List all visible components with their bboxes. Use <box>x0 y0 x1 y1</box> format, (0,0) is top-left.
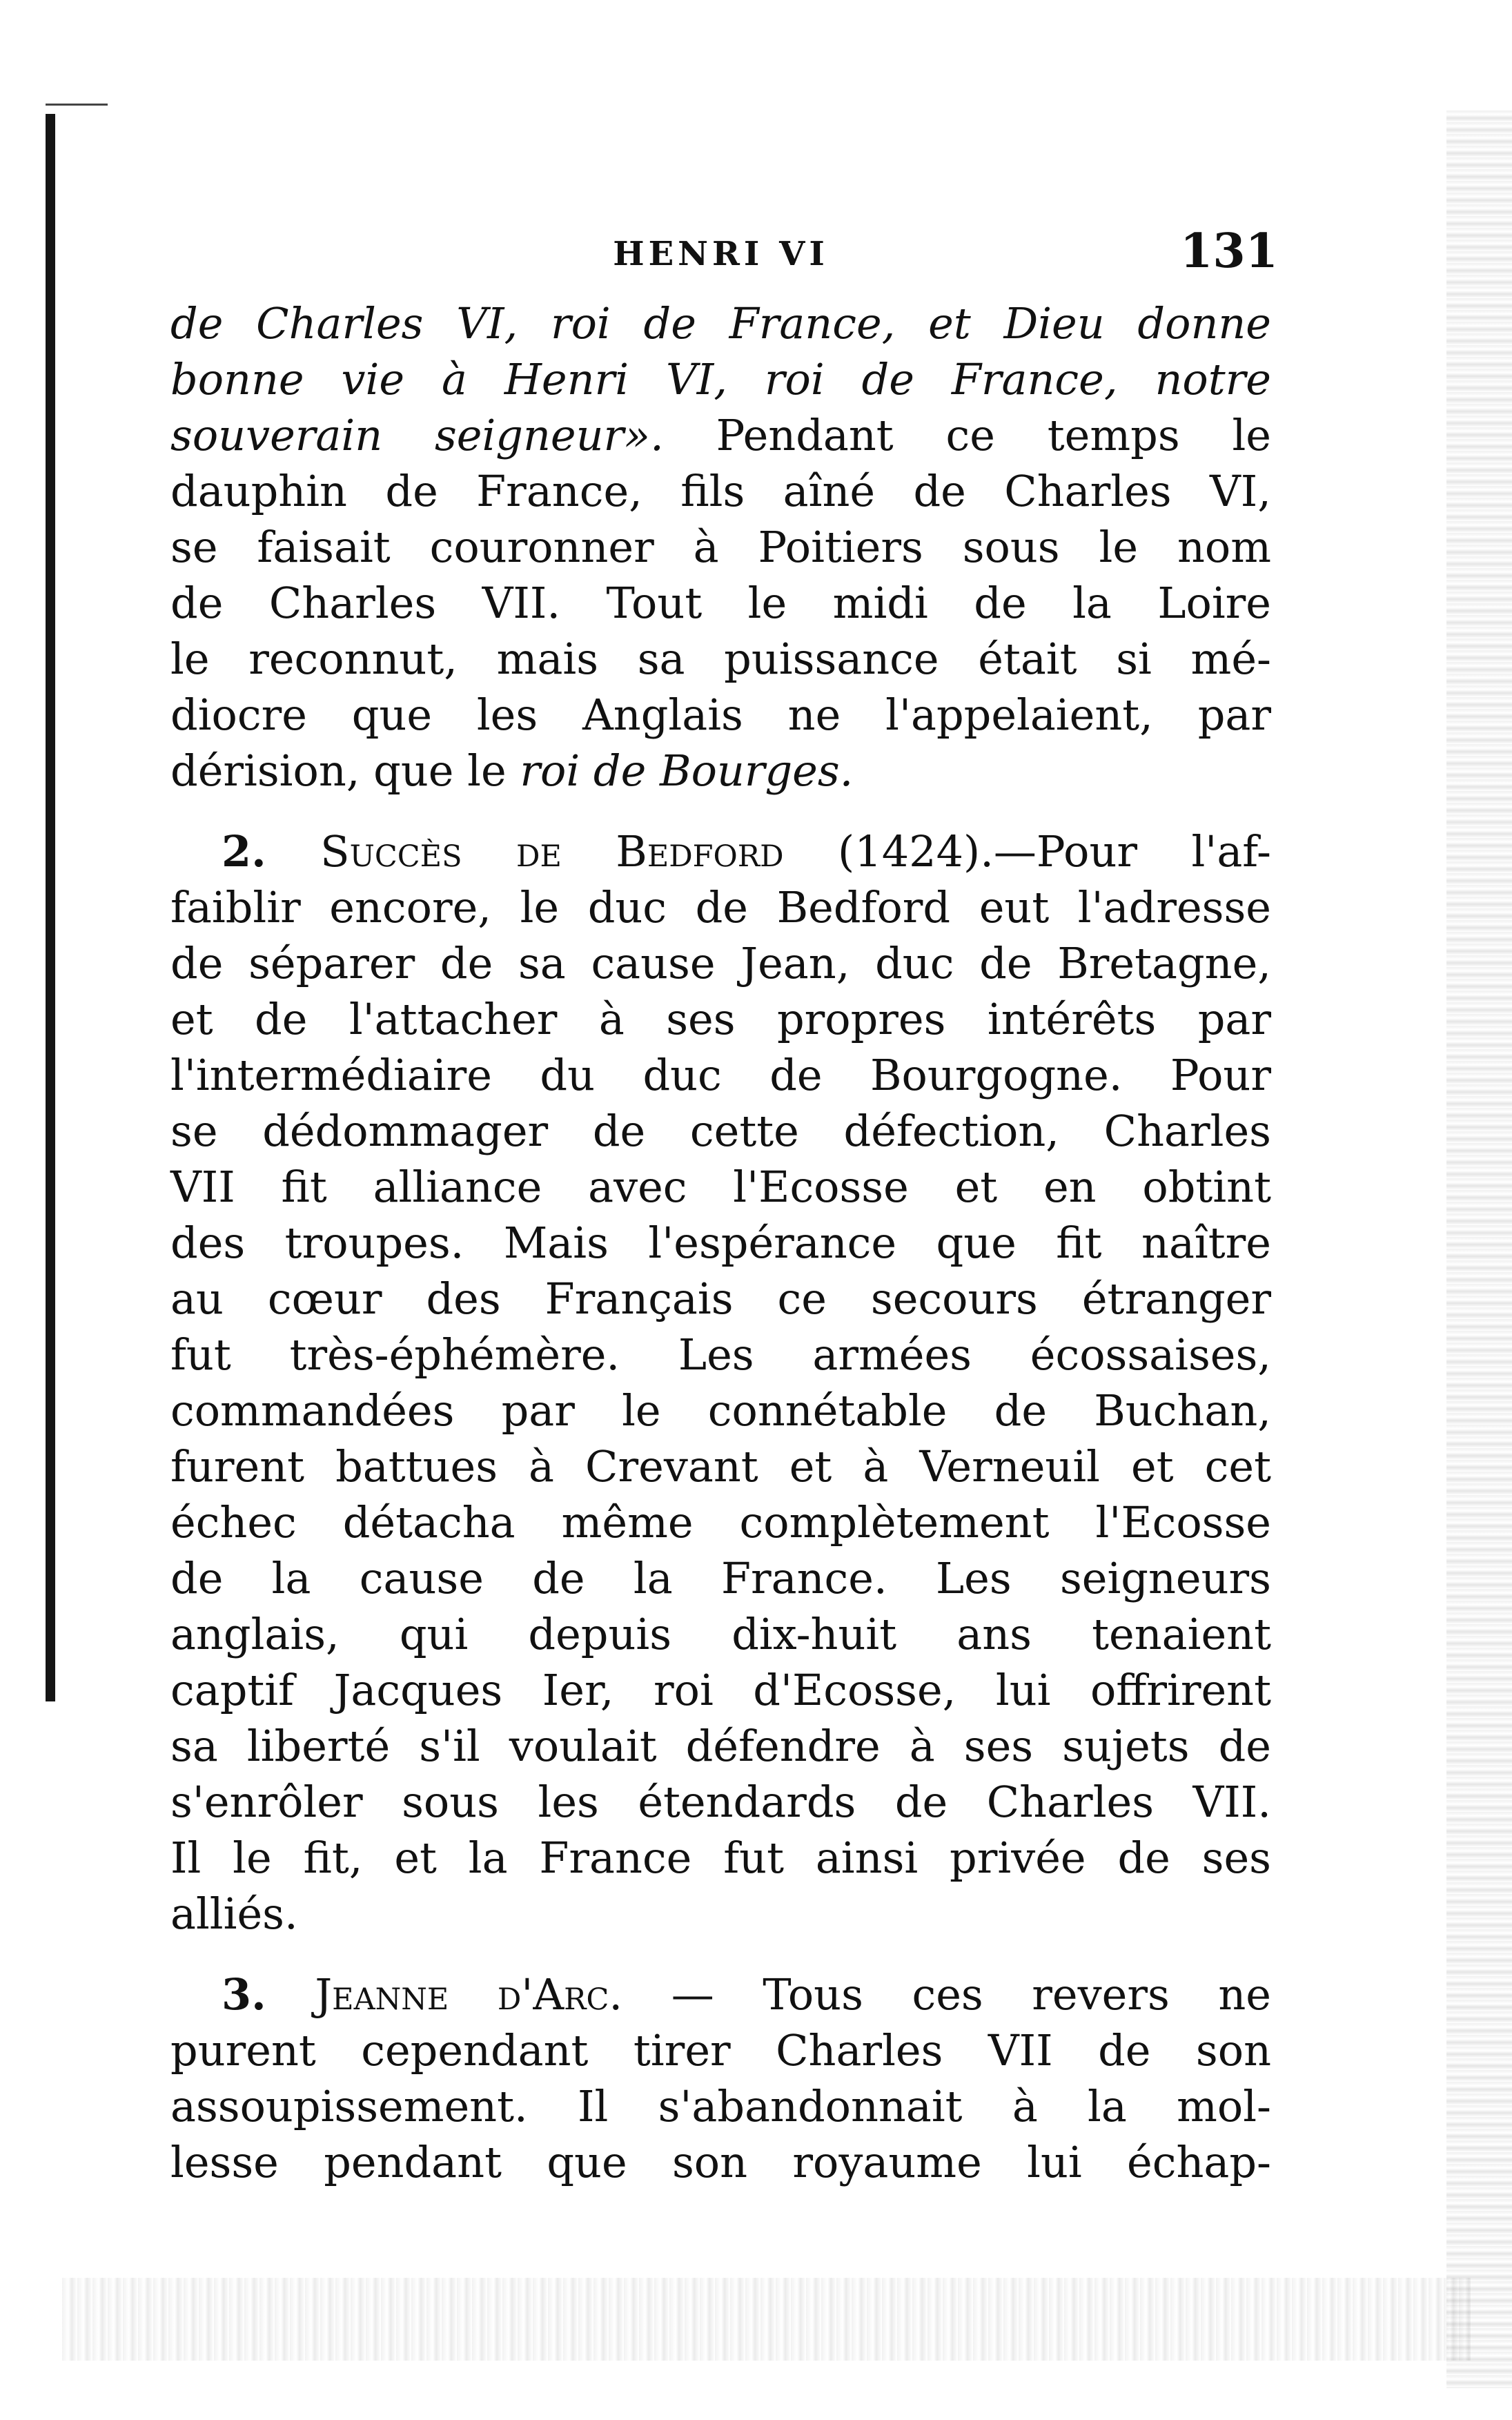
book-page <box>170 219 1278 2190</box>
text-line: faiblir encore, le duc de Bedford eut l'adresse <box>170 882 1271 933</box>
text-line: échec détacha même complètement l'Ecosse <box>170 1497 1271 1548</box>
text-line: anglais, qui depuis dix-huit ans tenaient <box>170 1609 1271 1659</box>
paragraph <box>170 295 1271 799</box>
scan-edge-noise <box>1446 110 1512 2388</box>
text-line: se dédommager de cette défection, Charles <box>170 1106 1271 1156</box>
margin-rule <box>46 114 55 1701</box>
text-line: 2. Succès de Bedford (1424).—Pour l'af- <box>222 826 1271 877</box>
running-head-title: HENRI VI <box>613 235 829 273</box>
text-line: de Charles VII. Tout le midi de la Loire <box>170 578 1271 628</box>
text-line: VII fit alliance avec l'Ecosse et en obtint <box>170 1162 1271 1212</box>
paragraph-gap <box>170 1942 1271 1967</box>
text-line: bonne vie à Henri VI, roi de France, notre <box>170 354 1271 404</box>
text-line: de Charles VI, roi de France, et Dieu donne <box>170 298 1271 349</box>
scan-bottom-noise <box>62 2278 1471 2361</box>
text-line: au cœur des Français ce secours étranger <box>170 1274 1271 1324</box>
paragraph <box>170 823 1271 1942</box>
text-line: dauphin de France, fils aîné de Charles VI, <box>170 466 1271 516</box>
text-line: alliés. <box>170 1889 298 1939</box>
text-line: commandées par le connétable de Buchan, <box>170 1385 1271 1436</box>
text-line: diocre que les Anglais ne l'appelaient, par <box>170 690 1271 740</box>
corner-rule <box>46 104 108 106</box>
page-number: 131 <box>1180 224 1278 279</box>
running-head <box>170 219 1278 295</box>
text-line: captif Jacques Ier, roi d'Ecosse, lui offrirent <box>170 1665 1271 1715</box>
text-line: l'intermédiaire du duc de Bourgogne. Pour <box>170 1050 1271 1100</box>
text-line: des troupes. Mais l'espérance que fit naître <box>170 1218 1271 1268</box>
text-line: se faisait couronner à Poitiers sous le nom <box>170 522 1271 572</box>
text-line: dérision, que le roi de Bourges. <box>170 745 854 796</box>
paragraph <box>170 1967 1271 2190</box>
text-line: lesse pendant que son royaume lui échap- <box>170 2137 1271 2187</box>
text-line: et de l'attacher à ses propres intérêts par <box>170 994 1271 1044</box>
text-line: fut très-éphémère. Les armées écossaises, <box>170 1329 1271 1380</box>
text-line: 3. Jeanne d'Arc. — Tous ces revers ne <box>222 1969 1271 2020</box>
text-line: souverain seigneur». Pendant ce temps le <box>170 410 1271 460</box>
text-line: s'enrôler sous les étendards de Charles VII. <box>170 1777 1271 1827</box>
text-line: purent cependant tirer Charles VII de son <box>170 2025 1271 2076</box>
text-line: de la cause de la France. Les seigneurs <box>170 1553 1271 1603</box>
text-line: assoupissement. Il s'abandonnait à la mol- <box>170 2081 1271 2131</box>
text-line: furent battues à Crevant et à Verneuil et cet <box>170 1441 1271 1492</box>
body-text <box>170 295 1271 2190</box>
text-line: le reconnut, mais sa puissance était si mé- <box>170 634 1271 684</box>
text-line: sa liberté s'il voulait défendre à ses sujets de <box>170 1721 1271 1771</box>
text-line: Il le fit, et la France fut ainsi privée de ses <box>170 1833 1271 1883</box>
paragraph-gap <box>170 799 1271 823</box>
text-line: de séparer de sa cause Jean, duc de Bretagne, <box>170 938 1271 988</box>
